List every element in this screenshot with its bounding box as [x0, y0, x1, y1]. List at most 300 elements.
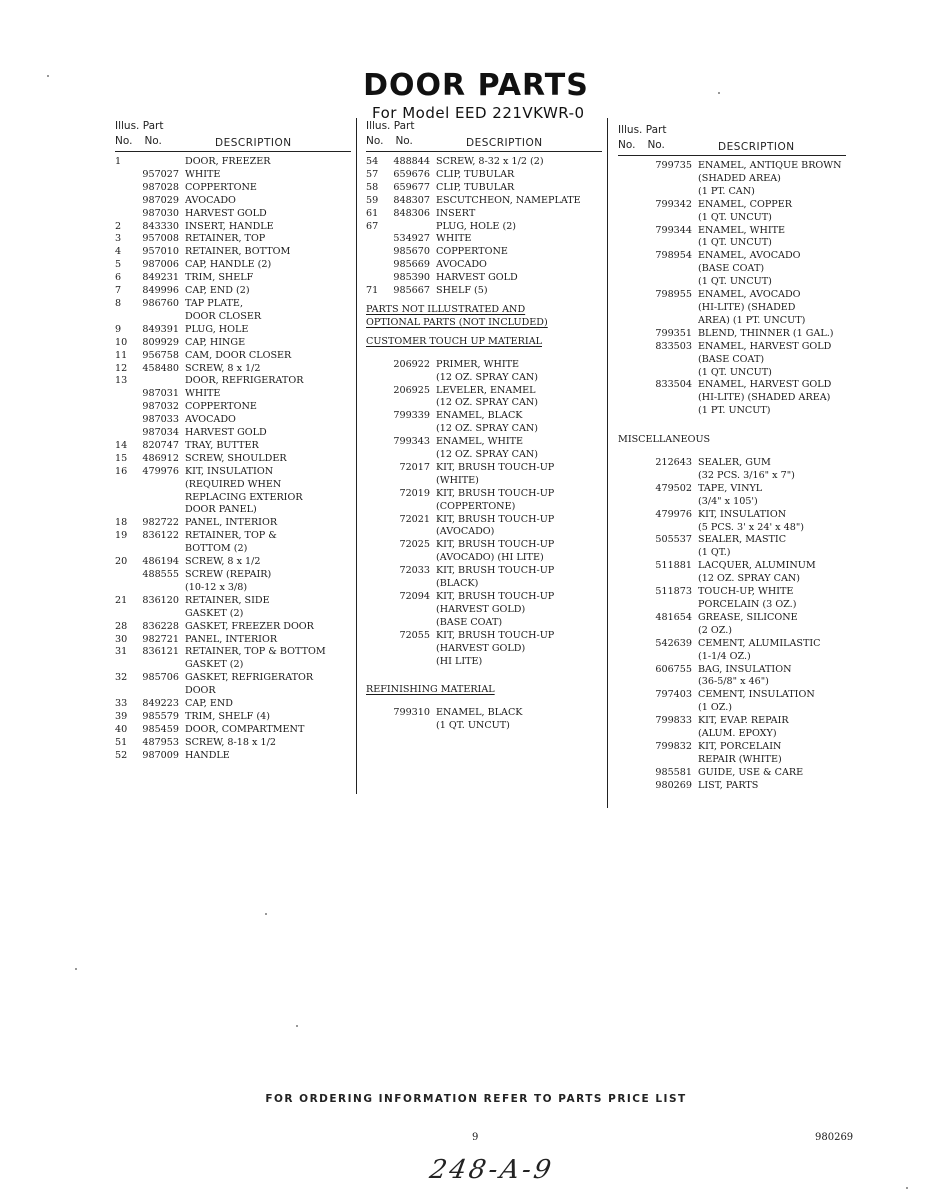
- part-number: [137, 504, 185, 517]
- part-number: 836122: [142, 530, 179, 542]
- part-number: 799832: [655, 740, 692, 752]
- part-description: TAPE, VINYL: [698, 482, 763, 494]
- illus-number: 61: [366, 207, 379, 219]
- illus-number: [115, 492, 137, 505]
- illus-number: 31: [115, 646, 128, 658]
- part-number: [384, 604, 436, 617]
- parts-row: [618, 457, 846, 470]
- parts-row: [618, 289, 846, 302]
- part-number: [137, 156, 185, 169]
- part-description: HANDLE: [185, 749, 230, 761]
- part-description: (AVOCADO): [436, 526, 495, 538]
- illus-number: [115, 543, 137, 556]
- illus-number: [618, 676, 640, 689]
- parts-row: [366, 259, 602, 272]
- part-description: (2 OZ.): [698, 624, 733, 636]
- column-header: [366, 120, 602, 156]
- parts-row: [115, 208, 351, 221]
- part-description: ENAMEL, WHITE: [698, 224, 786, 236]
- illus-number: [115, 414, 137, 427]
- parts-row: [115, 711, 351, 724]
- page-number: 9: [472, 1132, 479, 1143]
- part-number: 72017: [399, 461, 430, 473]
- part-number: [640, 302, 698, 315]
- illus-number: 54: [366, 156, 379, 167]
- illus-number: [618, 496, 640, 509]
- part-number: [640, 496, 698, 509]
- parts-row: [366, 488, 602, 501]
- part-number: [384, 552, 436, 565]
- section-heading-line: PARTS NOT ILLUSTRATED AND: [366, 303, 526, 315]
- part-number: [137, 685, 185, 698]
- parts-row: [115, 169, 351, 182]
- illus-number: 14: [115, 439, 128, 451]
- part-description: ENAMEL, HARVEST GOLD: [698, 379, 832, 391]
- parts-row: [618, 392, 846, 405]
- part-description: DOOR, REFRIGERATOR: [185, 375, 304, 387]
- parts-row: [618, 522, 846, 535]
- part-number: 987029: [142, 194, 179, 206]
- part-number: 542639: [655, 637, 692, 649]
- part-number: 957027: [142, 168, 179, 180]
- part-number: 836120: [142, 594, 179, 606]
- part-number: 982721: [142, 633, 179, 645]
- part-description: (36-5/8" x 46"): [698, 676, 769, 688]
- illus-number: [618, 328, 640, 341]
- part-number: 534927: [393, 233, 430, 245]
- part-number: [640, 263, 698, 276]
- part-number: 798954: [655, 250, 692, 262]
- part-description: COPPERTONE: [185, 401, 257, 413]
- parts-column-3: [618, 124, 846, 793]
- part-number: [640, 354, 698, 367]
- part-number: [137, 311, 185, 324]
- illus-number: [366, 246, 384, 259]
- part-number: [640, 470, 698, 483]
- part-description: CAP, END (2): [185, 285, 250, 297]
- part-number: 206925: [393, 384, 430, 396]
- parts-row: [366, 501, 602, 514]
- header-illus-part: Illus. Part: [618, 124, 667, 136]
- part-description: SCREW, 8 x 1/2: [185, 362, 261, 374]
- part-description: WHITE: [436, 233, 472, 245]
- part-number: [640, 754, 698, 767]
- illus-number: [618, 302, 640, 315]
- part-description: DOOR, FREEZER: [185, 156, 271, 167]
- part-description: CAP, END: [185, 698, 233, 710]
- parts-row: [618, 354, 846, 367]
- illus-number: 21: [115, 594, 128, 606]
- part-number: 849391: [142, 323, 179, 335]
- part-description: (SHADED AREA): [698, 172, 781, 184]
- parts-row: [115, 233, 351, 246]
- parts-row: [115, 195, 351, 208]
- part-description: (ALUM. EPOXY): [698, 728, 777, 740]
- illus-number: 40: [115, 723, 128, 735]
- part-description: GASKET, REFRIGERATOR: [185, 672, 314, 684]
- parts-row: [115, 685, 351, 698]
- part-number: 985581: [655, 766, 692, 778]
- parts-row: [366, 565, 602, 578]
- part-number: 458480: [142, 362, 179, 374]
- parts-row: [115, 311, 351, 324]
- part-description: CAP, HANDLE (2): [185, 259, 272, 271]
- parts-row: [115, 646, 351, 659]
- illus-number: 9: [115, 323, 122, 335]
- parts-row: [366, 423, 602, 436]
- parts-row: [115, 285, 351, 298]
- parts-row: [618, 741, 846, 754]
- part-number: 985390: [393, 272, 430, 284]
- part-description: DOOR PANEL): [185, 504, 257, 516]
- part-description: (12 OZ. SPRAY CAN): [436, 371, 539, 383]
- header-no: No.: [395, 135, 413, 147]
- illus-number: [366, 397, 384, 410]
- part-description: RETAINER, TOP &: [185, 530, 277, 542]
- parts-row: [366, 233, 602, 246]
- parts-list: [366, 359, 602, 669]
- illus-number: [366, 552, 384, 565]
- part-number: [137, 659, 185, 672]
- illus-number: [366, 656, 384, 669]
- parts-row: [618, 767, 846, 780]
- part-description: (10-12 x 3/8): [185, 581, 248, 593]
- part-description: TRIM, SHELF: [185, 272, 254, 284]
- part-description: WHITE: [185, 388, 221, 400]
- part-description: RETAINER, BOTTOM: [185, 246, 291, 258]
- part-number: [640, 728, 698, 741]
- part-number: [384, 643, 436, 656]
- part-number: 987033: [142, 414, 179, 426]
- parts-row: [115, 246, 351, 259]
- illus-number: 19: [115, 530, 128, 542]
- part-number: 488844: [393, 156, 430, 167]
- part-number: [640, 315, 698, 328]
- part-number: 479976: [142, 465, 179, 477]
- part-description: KIT, BRUSH TOUCH-UP: [436, 487, 555, 499]
- part-number: [640, 599, 698, 612]
- illus-number: 32: [115, 672, 128, 684]
- part-number: [384, 578, 436, 591]
- parts-row: [618, 237, 846, 250]
- part-number: [384, 656, 436, 669]
- parts-row: [115, 608, 351, 621]
- part-description: (32 PCS. 3/16" x 7"): [698, 469, 795, 481]
- illus-number: [366, 604, 384, 617]
- illus-number: [618, 547, 640, 560]
- part-description: (1 QT. UNCUT): [698, 211, 772, 223]
- illus-number: [115, 401, 137, 414]
- illus-number: [618, 741, 640, 754]
- part-number: 985706: [142, 672, 179, 684]
- illus-number: [618, 702, 640, 715]
- scan-speck: [265, 913, 267, 915]
- illus-number: [115, 169, 137, 182]
- part-description: PANEL, INTERIOR: [185, 633, 278, 645]
- parts-column-2: [366, 120, 602, 733]
- illus-number: [618, 534, 640, 547]
- part-description: (AVOCADO) (HI LITE): [436, 552, 544, 564]
- illus-number: [366, 385, 384, 398]
- part-description: PRIMER, WHITE: [436, 358, 520, 370]
- parts-row: [618, 470, 846, 483]
- part-description: (WHITE): [436, 474, 479, 486]
- illus-number: [618, 573, 640, 586]
- part-description: SCREW, 8-32 x 1/2 (2): [436, 156, 544, 167]
- parts-row: [115, 659, 351, 672]
- header-no: No.: [647, 139, 665, 151]
- part-number: [384, 372, 436, 385]
- illus-number: [115, 311, 137, 324]
- part-description: BOTTOM (2): [185, 543, 248, 555]
- illus-number: [366, 591, 384, 604]
- parts-row: [618, 379, 846, 392]
- part-description: AVOCADO: [185, 414, 236, 426]
- part-description: HARVEST GOLD: [185, 207, 267, 219]
- illus-number: [366, 643, 384, 656]
- part-description: ENAMEL, AVOCADO: [698, 250, 801, 262]
- part-number: 479976: [655, 508, 692, 520]
- parts-row: [618, 315, 846, 328]
- part-number: 848307: [393, 194, 430, 206]
- parts-row: [115, 556, 351, 569]
- part-number: 481654: [655, 611, 692, 623]
- illus-number: [366, 462, 384, 475]
- illus-number: [115, 208, 137, 221]
- part-number: 987032: [142, 401, 179, 413]
- parts-row: [618, 702, 846, 715]
- part-number: 659676: [393, 168, 430, 180]
- parts-row: [115, 479, 351, 492]
- parts-row: [366, 285, 602, 298]
- part-description: SCREW, 8 x 1/2: [185, 556, 261, 568]
- illus-number: [115, 427, 137, 440]
- illus-number: 30: [115, 633, 128, 645]
- part-number: 987009: [142, 749, 179, 761]
- parts-row: [618, 715, 846, 728]
- part-description: (HARVEST GOLD): [436, 642, 526, 654]
- part-number: [384, 397, 436, 410]
- parts-row: [115, 504, 351, 517]
- part-description: (COPPERTONE): [436, 500, 516, 512]
- illus-number: 1: [115, 156, 122, 167]
- part-description: KIT, BRUSH TOUCH-UP: [436, 565, 555, 577]
- illus-number: [618, 186, 640, 199]
- scan-speck: [47, 75, 49, 77]
- parts-row: [115, 543, 351, 556]
- parts-row: [618, 612, 846, 625]
- parts-row: [115, 221, 351, 234]
- section-heading-misc: MISCELLANEOUS: [618, 434, 711, 446]
- parts-row: [366, 169, 602, 182]
- part-description: TAP PLATE,: [185, 297, 243, 309]
- illus-number: [618, 289, 640, 302]
- illus-number: 59: [366, 194, 379, 206]
- part-number: 72025: [399, 539, 430, 551]
- illus-number: [366, 359, 384, 372]
- parts-row: [366, 208, 602, 221]
- illus-number: 18: [115, 517, 128, 529]
- part-description: (12 OZ. SPRAY CAN): [698, 573, 801, 585]
- part-description: (BASE COAT): [436, 616, 503, 628]
- part-number: [137, 608, 185, 621]
- part-number: [640, 573, 698, 586]
- part-description: SHELF (5): [436, 285, 488, 297]
- part-number: [640, 702, 698, 715]
- part-number: [384, 617, 436, 630]
- part-description: COPPERTONE: [436, 246, 508, 258]
- part-description: (1 QT. UNCUT): [436, 720, 510, 732]
- part-number: [640, 676, 698, 689]
- illus-number: [366, 630, 384, 643]
- header-no: No.: [366, 135, 384, 147]
- parts-column-1: [115, 120, 351, 763]
- parts-row: [366, 707, 602, 720]
- illus-number: [115, 569, 137, 582]
- parts-row: [115, 414, 351, 427]
- illus-number: [366, 617, 384, 630]
- part-number: 985459: [142, 723, 179, 735]
- illus-number: [618, 341, 640, 354]
- part-number: 987028: [142, 181, 179, 193]
- part-number: 799735: [655, 160, 692, 171]
- parts-list: [618, 160, 846, 418]
- part-description: (BASE COAT): [698, 263, 765, 275]
- parts-row: [366, 720, 602, 733]
- part-description: KIT, BRUSH TOUCH-UP: [436, 461, 555, 473]
- parts-row: [115, 182, 351, 195]
- part-number: 836121: [142, 646, 179, 658]
- part-description: INSERT, HANDLE: [185, 220, 274, 232]
- parts-row: [115, 337, 351, 350]
- part-number: [137, 479, 185, 492]
- part-description: INSERT: [436, 207, 476, 219]
- illus-number: 52: [115, 749, 128, 761]
- part-number: 843330: [142, 220, 179, 232]
- parts-row: [115, 363, 351, 376]
- part-number: 486912: [142, 452, 179, 464]
- illus-number: [115, 195, 137, 208]
- parts-row: [115, 492, 351, 505]
- part-number: 987006: [142, 259, 179, 271]
- parts-row: [618, 186, 846, 199]
- part-number: [384, 449, 436, 462]
- illus-number: [618, 612, 640, 625]
- part-number: [384, 221, 436, 234]
- parts-row: [115, 621, 351, 634]
- illus-number: [618, 199, 640, 212]
- parts-row: [618, 160, 846, 173]
- parts-row: [618, 367, 846, 380]
- illus-number: 28: [115, 620, 128, 632]
- parts-row: [115, 517, 351, 530]
- part-description: AVOCADO: [185, 194, 236, 206]
- parts-row: [366, 462, 602, 475]
- illus-number: 3: [115, 233, 122, 245]
- part-description: ENAMEL, BLACK: [436, 410, 523, 422]
- parts-row: [115, 453, 351, 466]
- illus-number: [618, 367, 640, 380]
- part-number: [640, 547, 698, 560]
- parts-row: [618, 534, 846, 547]
- scan-speck: [296, 1025, 298, 1027]
- part-number: 606755: [655, 663, 692, 675]
- part-number: [640, 212, 698, 225]
- part-description: (HARVEST GOLD): [436, 603, 526, 615]
- illus-number: [366, 565, 384, 578]
- parts-row: [366, 539, 602, 552]
- illus-number: [618, 160, 640, 173]
- parts-row: [366, 372, 602, 385]
- part-number: 985579: [142, 710, 179, 722]
- illus-number: 8: [115, 297, 122, 309]
- parts-row: [618, 754, 846, 767]
- part-number: 72094: [399, 591, 430, 602]
- parts-row: [618, 276, 846, 289]
- illus-number: [618, 263, 640, 276]
- parts-row: [115, 272, 351, 285]
- illus-number: [115, 608, 137, 621]
- header-no: No.: [144, 135, 162, 147]
- illus-number: [618, 767, 640, 780]
- illus-number: [618, 379, 640, 392]
- part-description: SEALER, MASTIC: [698, 534, 787, 546]
- parts-row: [366, 359, 602, 372]
- part-number: 799310: [393, 707, 430, 719]
- part-description: REPLACING EXTERIOR: [185, 491, 303, 503]
- section-heading-line: OPTIONAL PARTS (NOT INCLUDED): [366, 316, 548, 328]
- header-rule: [366, 151, 602, 152]
- parts-row: [115, 724, 351, 737]
- illus-number: [618, 509, 640, 522]
- parts-row: [115, 530, 351, 543]
- illus-number: [618, 754, 640, 767]
- part-description: KIT, BRUSH TOUCH-UP: [436, 591, 555, 602]
- part-description: KIT, BRUSH TOUCH-UP: [436, 513, 555, 525]
- part-description: ENAMEL, ANTIQUE BROWN: [698, 160, 842, 171]
- illus-number: [115, 388, 137, 401]
- parts-row: [618, 199, 846, 212]
- parts-list: [366, 156, 602, 298]
- part-description: TOUCH-UP, WHITE: [698, 586, 794, 598]
- part-description: GASKET, FREEZER DOOR: [185, 620, 314, 632]
- section-heading-optional: [366, 304, 602, 330]
- part-description: CAP, HINGE: [185, 336, 246, 348]
- part-number: 505537: [655, 534, 692, 546]
- illus-number: [115, 659, 137, 672]
- parts-row: [115, 350, 351, 363]
- parts-row: [618, 302, 846, 315]
- illus-number: 7: [115, 285, 122, 297]
- part-description: (1 PT. UNCUT): [698, 405, 771, 417]
- illus-number: [618, 715, 640, 728]
- part-number: 987034: [142, 427, 179, 439]
- parts-row: [366, 604, 602, 617]
- part-description: SCREW, SHOULDER: [185, 452, 287, 464]
- parts-row: [115, 582, 351, 595]
- illus-number: [618, 173, 640, 186]
- column-divider: [607, 118, 608, 808]
- part-number: 980269: [655, 779, 692, 791]
- part-number: 985669: [393, 259, 430, 271]
- part-number: 987031: [142, 388, 179, 400]
- part-number: 72021: [399, 513, 430, 525]
- part-number: 799344: [655, 224, 692, 236]
- part-number: 72055: [399, 629, 430, 641]
- illus-number: [366, 488, 384, 501]
- parts-row: [115, 259, 351, 272]
- parts-row: [366, 156, 602, 169]
